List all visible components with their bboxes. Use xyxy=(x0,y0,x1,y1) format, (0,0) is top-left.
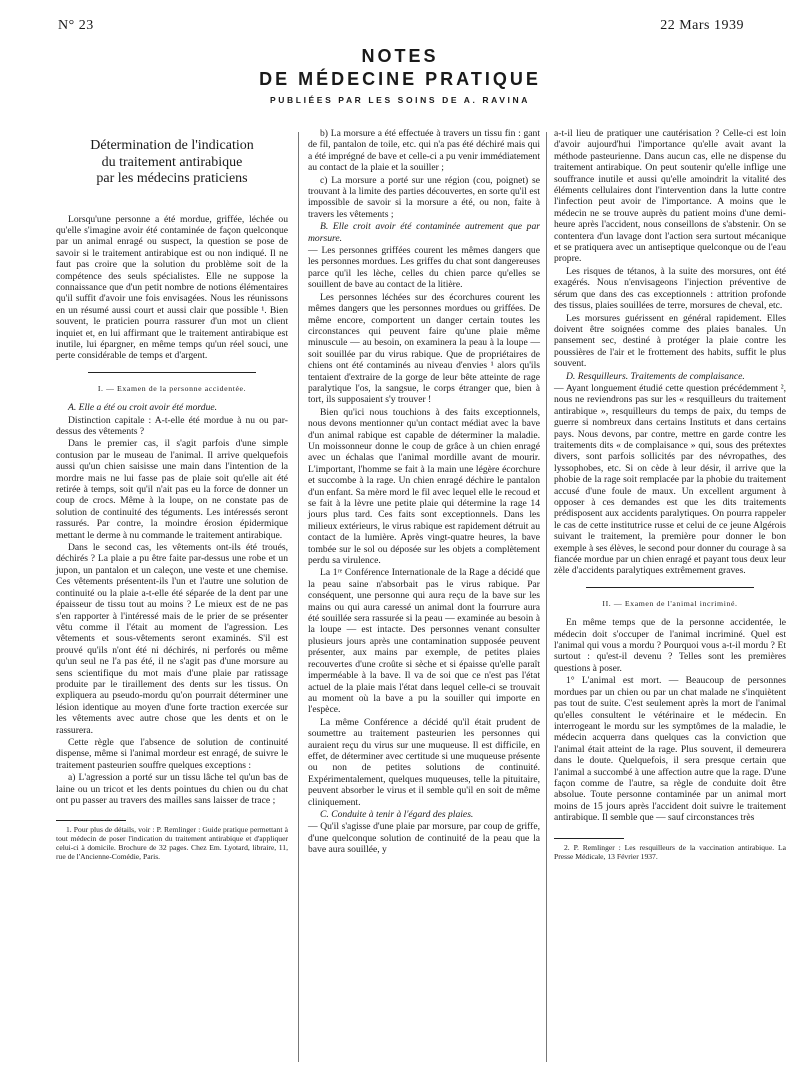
paragraph: Distinction capitale : A-t-elle été mordue à nu ou par-dessus des vêtements ? xyxy=(56,414,288,437)
paragraph: Les morsures guérissent en général rapidement. Elles doivent être soignées comme des plaies banales. Un pansement sec, destiné à protéger la plaie contre les poussières de l'air et le frottement des habits, suffit le plus souvent. xyxy=(554,312,786,370)
journal-subtitle: PUBLIÉES PAR LES SOINS DE A. RAVINA xyxy=(270,95,530,105)
subheading-text: C. Conduite à tenir à l'égard des plaies. xyxy=(320,808,474,820)
paragraph: b) La morsure a été effectuée à travers un tissu fin : gant de fil, pantalon de toile, etc. qui n'a pas été déchiré mais qui a été imprégné de bave et celle-ci a pu venir immédiatement au contact de la plaie et la souiller ; xyxy=(308,128,540,174)
footnote-rule xyxy=(554,838,624,839)
column-divider-2 xyxy=(546,132,547,1062)
column-1 xyxy=(56,128,288,861)
issue-date: 22 Mars 1939 xyxy=(660,18,744,33)
paragraph: — Les personnes griffées courent les mêmes dangers que les personnes mordues. Les griffes du chat sont dangereuses parce qu'il les lèche, celles du chien parce qu'elles se souillent de bave au contact de la litière. xyxy=(308,245,540,291)
footnote-rule xyxy=(56,820,126,821)
column-divider-1 xyxy=(298,132,299,1062)
masthead xyxy=(0,46,800,105)
subheading xyxy=(554,371,786,382)
paragraph: Dans le premier cas, il s'agit parfois d'une simple contusion par le museau de l'animal. Il arrive quelquefois aussi qu'un chien saisisse une main dans l'intention de la mordre mais ne lui fasse pas de plaie soit qu'elle ait été retirée à temps, soit qu'il n'ait pas eu la force de donner un coup de crocs. Même à la loupe, on ne constate pas de solution de continuité des téguments. Les intéressés seront rassurés. Par contre, la moindre érosion épidermique mettant le derme à nu commande le traitement antirabique. xyxy=(56,438,288,541)
column-2 xyxy=(308,128,540,857)
subheading xyxy=(308,809,540,820)
paragraph: a) L'agression a porté sur un tissu lâche tel qu'un bas de laine ou un tricot et les dents pointues du chien ou du chat ont pu passer au travers des mailles sans laisser de trace ; xyxy=(56,772,288,806)
paragraph: — Ayant longuement étudié cette question précédemment ², nous ne reviendrons pas sur les « resquilleurs du traitement antirabique », resquilleurs du temps de paix, du temps de guerre si nombreux dans certains Instituts et dans certains pays. Nous devons, par contre, mettre en garde contre les traitements dits « de complaisance » qui, sous des prétextes divers, sont parfois sollicités par des névropathes, des lyssophobes, etc. Si on cède à leur désir, il arrive que la phobie de la rage soit remplacée par la phobie du traitement accusé d'une foule de maux. Un excellent argument à opposer à ces demandes est que les dits traitements prédisposent aux accidents paralytiques. On pourra rappeler le cas de cette institutrice russe et celui de ce jeune Algérois suivant le traitement, la première pour donner le bon exemple à ses élèves, le second pour donner du courage à sa fiancée mordue par un chien enragé et payant tous deux leur zèle d'accidents paralytiques extrêmement graves. xyxy=(554,382,786,577)
article-title-line1: Détermination de l'indication xyxy=(90,138,254,153)
footnote: 2. P. Remlinger : Les resquilleurs de la vaccination antirabique. La Presse Médicale, 13 Février 1937. xyxy=(554,842,786,861)
paragraph: Cette règle que l'absence de solution de continuité dispense, même si l'animal mordeur est enragé, de suivre le traitement pasteurien souffre quelques exceptions : xyxy=(56,736,288,771)
journal-title-line1: NOTES xyxy=(361,46,439,66)
subheading xyxy=(56,402,288,413)
paragraph: Lorsqu'une personne a été mordue, griffée, léchée ou qu'elle s'imagine avoir été contaminée de façon quelconque par un animal enragé ou suspect, la question se pose de savoir si le traitement antirabique est ou non indiqué. Il ne faut pas croire que la solution du problème soit de la compétence des seuls spécialistes. Elle ne suppose la connaissance que d'un petit nombre de notions élémentaires qu'il suffit d'avoir une fois envisagées. Nous les réunissons en un résumé aussi court et aussi clair que possible ¹. Bien souvent, le praticien pourra rassurer d'un mot un client inquiet et, en lui affirmant que le traitement antirabique est inutile, lui épargner, en même temps qu'un réel souci, une perte considérable de temps et d'argent. xyxy=(56,213,288,362)
paragraph: c) La morsure a porté sur une région (cou, poignet) se trouvant à la limite des parties découvertes, en sorte qu'il est impossible de savoir si la morsure a été, ou non, faite à travers les vêtements ; xyxy=(308,174,540,220)
subheading xyxy=(308,221,540,244)
subheading-text: B. Elle croit avoir été contaminée autrement que par morsure. xyxy=(308,221,540,244)
section-heading: I. — Examen de la personne accidentée. xyxy=(97,383,247,393)
paragraph: 1° L'animal est mort. — Beaucoup de personnes mordues par un chien ou par un chat malade ne s'inquiètent pas tout de suite. C'est seulement après la mort de l'animal qu'elles consultent le vétérinaire et le médecin. En interrogeant le mordu sur les symptômes de la maladie, le médecin acquerra dans quelques cas la conviction que l'animal était atteint de la rage. Plus souvent, il demeurera dans le doute. Quelquefois, il sera presque certain que l'animal a succombé à une affection autre que la rage. D'une façon comme de l'autre, sa règle de conduite doit être absolue. Toute personne contaminée par un animal mort moins de 15 jours après l'accident doit suivre le traitement antirabique. Il semble que — sauf circonstances très xyxy=(554,675,786,824)
column-3 xyxy=(554,128,786,861)
footnote: 1. Pour plus de détails, voir : P. Remlinger : Guide pratique permettant à tout médecin de poser l'indication du traitement antirabique et d'appliquer celui-ci à domicile. Brochure de 32 pages. Chez Em. Lyotard, libraire, 11, rue de l'Ancienne-Comédie, Paris. xyxy=(56,825,288,862)
paragraph: a-t-il lieu de pratiquer une cautérisation ? Celle-ci est loin d'avoir aujourd'hui l'importance qu'elle avait avant la méthode pasteurienne. Dans aucun cas, elle ne dispense du traitement antirabique. On peut soutenir qu'elle inflige une souffrance inutile et aussi qu'elle amoindrit la vitalité des éléments cellulaires dont l'intervention dans la lutte contre l'infection peut avoir de l'importance. A moins que le médecin ne se trouve auprès du patient moins d'une demi-heure après l'accident, nous conseillons de s'abstenir. On se contentera d'un lavage dont l'action sera surtout mécanique et se pratiquera avec un antiseptique quelconque ou de l'eau propre. xyxy=(554,128,786,265)
paragraph: — Qu'il s'agisse d'une plaie par morsure, par coup de griffe, d'une quelconque solution de continuité de la peau que la bave aura souillée, y xyxy=(308,821,540,856)
paragraph: La 1ʳᵉ Conférence Internationale de la Rage a décidé que la peau saine n'absorbait pas le virus rabique. Par conséquent, une personne qui aura reçu de la bave sur les mains ou qui aura caressé un animal dont la fourrure aura été souillée sera rassurée si la peau — examinée au besoin à la loupe — est intacte. Des personnes venant consulter plusieurs jours après une contamination supposée peuvent présenter, aux mains par exemple, de petites plaies recouvertes d'une croûte si sèche et si épaisse qu'elle paraît imperméable à la bave. Il va de soi que ce n'est pas l'état actuel de la plaie mais l'état dans lequel celle-ci se trouvait au moment où la bave a pu la souiller qui importe en l'espèce. xyxy=(308,567,540,716)
paragraph: En même temps que de la personne accidentée, le médecin doit s'occuper de l'animal incriminé. Quel est l'animal qui vous a mordu ? Pourquoi vous a-t-il mordu ? Et surtout : qu'est-il devenu ? Telles sont les premières questions à poser. xyxy=(554,617,786,674)
section-rule xyxy=(586,587,754,588)
paragraph: Les risques de tétanos, à la suite des morsures, ont été exagérés. Nous n'envisageons l'injection préventive de sérum que dans des cas exceptionnels : attrition profonde des tissus, plaies souillées de terre, morsures de cheval, etc. xyxy=(554,265,786,312)
section-rule xyxy=(88,372,256,373)
page-number: N° 23 xyxy=(58,18,94,33)
paragraph: Les personnes léchées sur des écorchures courent les mêmes dangers que les personnes mordues ou griffées. De même encore, comportent un danger certain toutes les circonstances qui peuvent faire qu'une plaie même minuscule — au besoin, on examinera la peau à la loupe — soit souillée par du virus rabique. Que de propriétaires de chiens ont été contaminés au niveau d'envies ¹ alors qu'ils tentaient d'extraire de la gorge de leur bête atteinte de rage paralytique l'os, la sangsue, le corps étranger que, bien à tort, ils supposaient s'y trouver ! xyxy=(308,291,540,406)
journal-title-line2: DE MÉDECINE PRATIQUE xyxy=(259,69,541,89)
subheading-text: D. Resquilleurs. Traitements de complaisance. xyxy=(566,370,745,382)
paragraph: Bien qu'ici nous touchions à des faits exceptionnels, nous devons mentionner qu'un contact médiat avec la bave d'un animal rabique est capable de déterminer la maladie. Un moissonneur donne le coup de grâce à un chien enragé avec un échalas que l'animal mordille avant de mourir. L'important, l'homme se fait à la main une légère écorchure et succombe à la rage. Un chien enragé déchire le pantalon d'un enfant. Sa mère mord le fil avec lequel elle le recoud et se fait à la lèvre une petite plaie qui détermine la rage 14 jours plus tard. Ces faits sont exceptionnels. Dans les milieux extérieurs, le virus rabique est rapidement détruit au contact de la lumière. Après vingt-quatre heures, la bave tombée sur le sol ou déposée sur les objets a complètement perdu sa virulence. xyxy=(308,406,540,567)
article-title xyxy=(56,138,288,188)
article-title-line3: par les médecins praticiens xyxy=(96,171,248,186)
subheading-text: A. Elle a été ou croit avoir été mordue. xyxy=(68,402,218,414)
paragraph: Dans le second cas, les vêtements ont-ils été troués, déchirés ? La plaie a pu être faite par-dessus une robe et un jupon, un pantalon et un caleçon, une veste et une chemise. Ces vêtements présentent-ils l'un et l'autre une solution de continuité ou la plaie a-t-elle été séparée de la dent par une épaisseur de tissu tout au moins ? Le mieux est de ne pas s'en rapporter à l'intéressé mais de le prier de se présenter vêtu comme il l'était au moment de l'agression. Les vêtements et sous-vêtements seront examinés. S'il est prouvé qu'ils n'ont été ni déchirés, ni perforés ou même qu'un seul ne l'a pas été, il ne s'agit pas d'une morsure au sens scientifique du mot mais d'une plaie par ratissage produite par le tiraillement des dents sur les tissus. On expliquera au pseudo-mordu qu'on pourrait déterminer une lésion identique au moyen d'une forte traction exercée sur les vêtements avec autre chose que les dents et on le rassurera. xyxy=(56,542,288,736)
article-title-line2: du traitement antirabique xyxy=(101,154,243,170)
section-heading: II. — Examen de l'animal incriminé. xyxy=(602,598,738,608)
paragraph: La même Conférence a décidé qu'il était prudent de soumettre au traitement pasteurien les personnes qui auraient reçu du virus sur une muqueuse. Il est difficile, en effet, de déterminer avec certitude si une muqueuse présente ou non de petites solutions de continuité. Expérimentalement, quelques muqueuses, telle la pituitaire, peuvent absorber le virus et il semble qu'il en soit de même cliniquement. xyxy=(308,716,540,808)
